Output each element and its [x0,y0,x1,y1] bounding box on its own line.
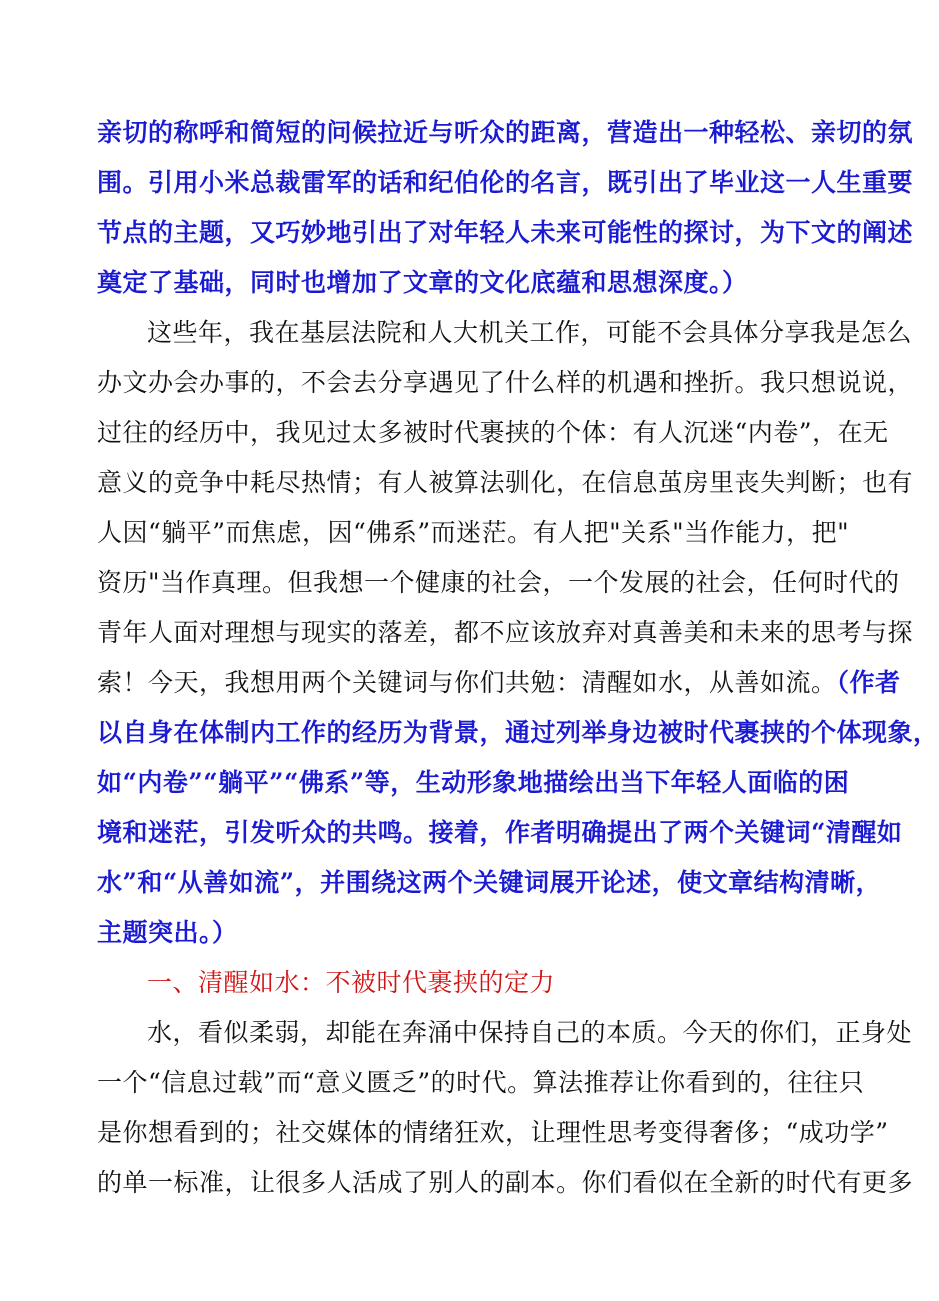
comment-line: 以自身在体制内工作的经历为背景，通过列举身边被时代裹挟的个体现象， [97,718,939,747]
body-paragraph-line: 这些年，我在基层法院和人大机关工作，可能不会具体分享我是怎么 [147,318,913,347]
comment-line: 水”和“从善如流”，并围绕这两个关键词展开论述，使文章结构清晰， [97,868,882,897]
comment-line: 主题突出。） [97,918,238,947]
body-text-segment: 索！今天，我想用两个关键词与你们共勉：清醒如水，从善如流。 [97,668,837,697]
body-paragraph-line: 意义的竞争中耗尽热情；有人被算法驯化，在信息茧房里丧失判断；也有 [97,468,914,497]
body-paragraph-line: 办文办会办事的，不会去分享遇见了什么样的机遇和挫折。我只想说说， [97,368,914,397]
body-paragraph-line: 过往的经历中，我见过太多被时代裹挟的个体：有人沉迷“内卷”，在无 [97,418,889,447]
comment-line: 围。引用小米总裁雷军的话和纪伯伦的名言，既引出了毕业这一人生重要 [97,168,914,197]
body-paragraph-line: 青年人面对理想与现实的落差，都不应该放弃对真善美和未来的思考与探 [97,618,914,647]
body-paragraph-line: 的单一标准，让很多人活成了别人的副本。你们看似在全新的时代有更多 [97,1168,914,1197]
comment-line: 亲切的称呼和简短的问候拉近与听众的距离，营造出一种轻松、亲切的氛 [97,118,914,147]
comment-line: 节点的主题，又巧妙地引出了对年轻人未来可能性的探讨，为下文的阐述 [97,218,914,247]
body-paragraph-line: 一个“信息过载”而“意义匮乏”的时代。算法推荐让你看到的，往往只 [97,1068,865,1097]
comment-line: 境和迷茫，引发听众的共鸣。接着，作者明确提出了两个关键词“清醒如 [97,818,903,847]
body-paragraph-line: 水，看似柔弱，却能在奔涌中保持自己的本质。今天的你们，正身处 [147,1018,913,1047]
body-paragraph-line-mixed [97,663,901,703]
comment-text-segment: （作者 [836,668,901,697]
comment-line: 如“内卷”“躺平”“佛系”等，生动形象地描绘出当下年轻人面临的困 [97,768,850,797]
body-paragraph-line: 是你想看到的；社交媒体的情绪狂欢，让理性思考变得奢侈；“成功学” [97,1118,889,1147]
body-paragraph-line: 资历"当作真理。但我想一个健康的社会，一个发展的社会，任何时代的 [97,568,900,597]
body-paragraph-line: 人因“躺平”而焦虑，因“佛系”而迷茫。有人把"关系"当作能力，把" [97,518,850,547]
section-heading: 一、清醒如水：不被时代裹挟的定力 [147,968,556,997]
comment-line: 奠定了基础，同时也增加了文章的文化底蕴和思想深度。） [97,268,748,297]
